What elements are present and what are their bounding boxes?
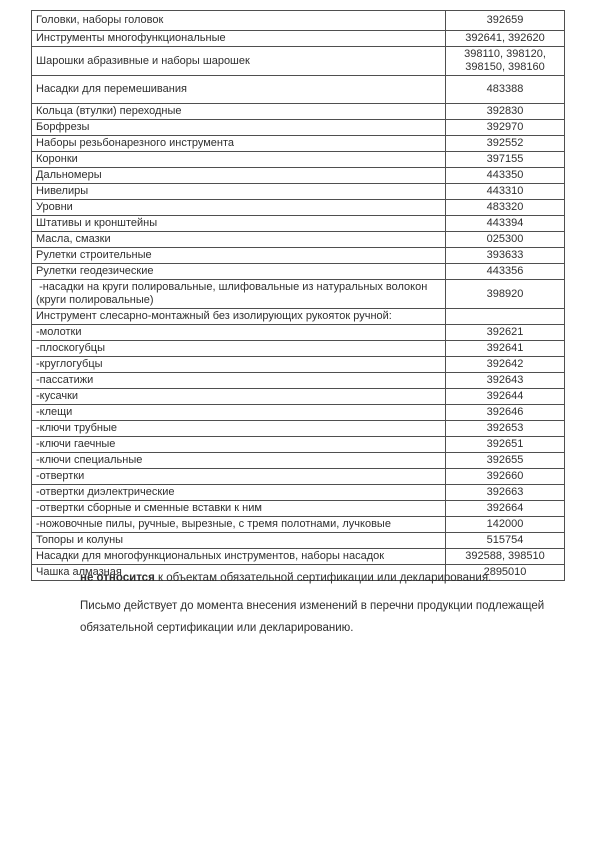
product-code-cell: 392651	[446, 437, 565, 453]
product-name-cell: -круглогубцы	[32, 357, 446, 373]
table-row	[32, 184, 565, 200]
table-row	[32, 168, 565, 184]
product-code-cell: 392644	[446, 389, 565, 405]
product-name-cell: Кольца (втулки) переходные	[32, 104, 446, 120]
table-row	[32, 11, 565, 31]
product-name-cell: Инструмент слесарно-монтажный без изолирующих рукояток ручной:	[32, 309, 446, 325]
product-code-cell: 392646	[446, 405, 565, 421]
product-code-cell: 443310	[446, 184, 565, 200]
table-row	[32, 405, 565, 421]
table-row	[32, 389, 565, 405]
product-name-cell: -ключи гаечные	[32, 437, 446, 453]
table-row	[32, 501, 565, 517]
product-code-cell: 483388	[446, 76, 565, 104]
product-name-cell: -кусачки	[32, 389, 446, 405]
table-row	[32, 47, 565, 76]
not-subject-bold-text: не относится	[80, 572, 155, 584]
product-code-cell: 398920	[446, 280, 565, 309]
product-code-cell: 392552	[446, 136, 565, 152]
product-code-cell: 392588, 398510	[446, 549, 565, 565]
product-name-cell: -насадки на круги полировальные, шлифовальные из натуральных волокон (круги полировальные)	[32, 280, 446, 309]
product-code-cell: 392653	[446, 421, 565, 437]
table-row	[32, 341, 565, 357]
table-row	[32, 549, 565, 565]
table-row	[32, 485, 565, 501]
table-row	[32, 357, 565, 373]
product-name-cell: Штативы и кронштейны	[32, 216, 446, 232]
product-name-cell: Рулетки геодезические	[32, 264, 446, 280]
product-name-cell: -ключи трубные	[32, 421, 446, 437]
product-name-cell: -отвертки	[32, 469, 446, 485]
product-name-cell: -отвертки сборные и сменные вставки к ним	[32, 501, 446, 517]
product-name-cell: -пассатижи	[32, 373, 446, 389]
product-name-cell: Нивелиры	[32, 184, 446, 200]
product-name-cell: Уровни	[32, 200, 446, 216]
not-subject-rest-text: к объектам обязательной сертификации или декларирования.	[154, 572, 492, 584]
product-code-cell: 393633	[446, 248, 565, 264]
product-code-cell: 443356	[446, 264, 565, 280]
product-code-cell: 392659	[446, 11, 565, 31]
product-name-cell: -плоскогубцы	[32, 341, 446, 357]
product-name-cell: -отвертки диэлектрические	[32, 485, 446, 501]
product-code-cell: 392655	[446, 453, 565, 469]
product-code-cell: 392663	[446, 485, 565, 501]
product-name-cell: Головки, наборы головок	[32, 11, 446, 31]
product-name-cell: Борфрезы	[32, 120, 446, 136]
product-code-cell: 392641, 392620	[446, 31, 565, 47]
table-row	[32, 325, 565, 341]
product-name-cell: -ножовочные пилы, ручные, вырезные, с тремя полотнами, лучковые	[32, 517, 446, 533]
table-row	[32, 152, 565, 168]
product-name-cell: -молотки	[32, 325, 446, 341]
table-row	[32, 453, 565, 469]
table-row	[32, 136, 565, 152]
product-code-cell: 2895010	[446, 565, 565, 581]
product-name-cell: Шарошки абразивные и наборы шарошек	[32, 47, 446, 76]
product-name-cell: Топоры и колуны	[32, 533, 446, 549]
product-name-cell: Коронки	[32, 152, 446, 168]
product-name-cell: Инструменты многофункциональные	[32, 31, 446, 47]
product-code-cell: 392643	[446, 373, 565, 389]
table-row	[32, 31, 565, 47]
product-name-cell: Наборы резьбонарезного инструмента	[32, 136, 446, 152]
table-row	[32, 264, 565, 280]
table-row	[32, 421, 565, 437]
table-row	[32, 232, 565, 248]
product-code-cell: 025300	[446, 232, 565, 248]
product-code-cell: 515754	[446, 533, 565, 549]
table-row	[32, 309, 565, 325]
product-name-cell: Насадки для перемешивания	[32, 76, 446, 104]
validity-paragraph: Письмо действует до момента внесения изменений в перечни продукции подлежащей обязательной сертификации или декларированию.	[80, 600, 545, 634]
product-name-cell: -клещи	[32, 405, 446, 421]
table-row	[32, 469, 565, 485]
product-code-cell: 142000	[446, 517, 565, 533]
product-code-cell: 398110, 398120, 398150, 398160	[446, 47, 565, 76]
table-row	[32, 200, 565, 216]
product-name-cell: Масла, смазки	[32, 232, 446, 248]
product-code-cell	[446, 309, 565, 325]
product-name-cell: Насадки для многофункциональных инструментов, наборы насадок	[32, 549, 446, 565]
table-row	[32, 517, 565, 533]
product-code-cell: 443394	[446, 216, 565, 232]
product-code-cell: 392641	[446, 341, 565, 357]
table-row	[32, 120, 565, 136]
product-code-cell: 392642	[446, 357, 565, 373]
product-code-cell: 397155	[446, 152, 565, 168]
certification-codes-table	[31, 10, 565, 581]
table-row	[32, 280, 565, 309]
product-name-cell: Чашка алмазная	[32, 565, 446, 581]
certification-codes-table-body	[32, 11, 565, 581]
product-code-cell: 392660	[446, 469, 565, 485]
table-row	[32, 437, 565, 453]
table-row	[32, 248, 565, 264]
table-row	[32, 533, 565, 549]
product-code-cell: 392621	[446, 325, 565, 341]
product-code-cell: 443350	[446, 168, 565, 184]
product-name-cell: Рулетки строительные	[32, 248, 446, 264]
product-code-cell: 483320	[446, 200, 565, 216]
not-subject-paragraph	[80, 570, 550, 586]
product-code-cell: 392970	[446, 120, 565, 136]
table-row	[32, 76, 565, 104]
table-row	[32, 104, 565, 120]
table-row	[32, 216, 565, 232]
product-name-cell: -ключи специальные	[32, 453, 446, 469]
table-row	[32, 373, 565, 389]
product-code-cell: 392830	[446, 104, 565, 120]
product-code-cell: 392664	[446, 501, 565, 517]
product-name-cell: Дальномеры	[32, 168, 446, 184]
